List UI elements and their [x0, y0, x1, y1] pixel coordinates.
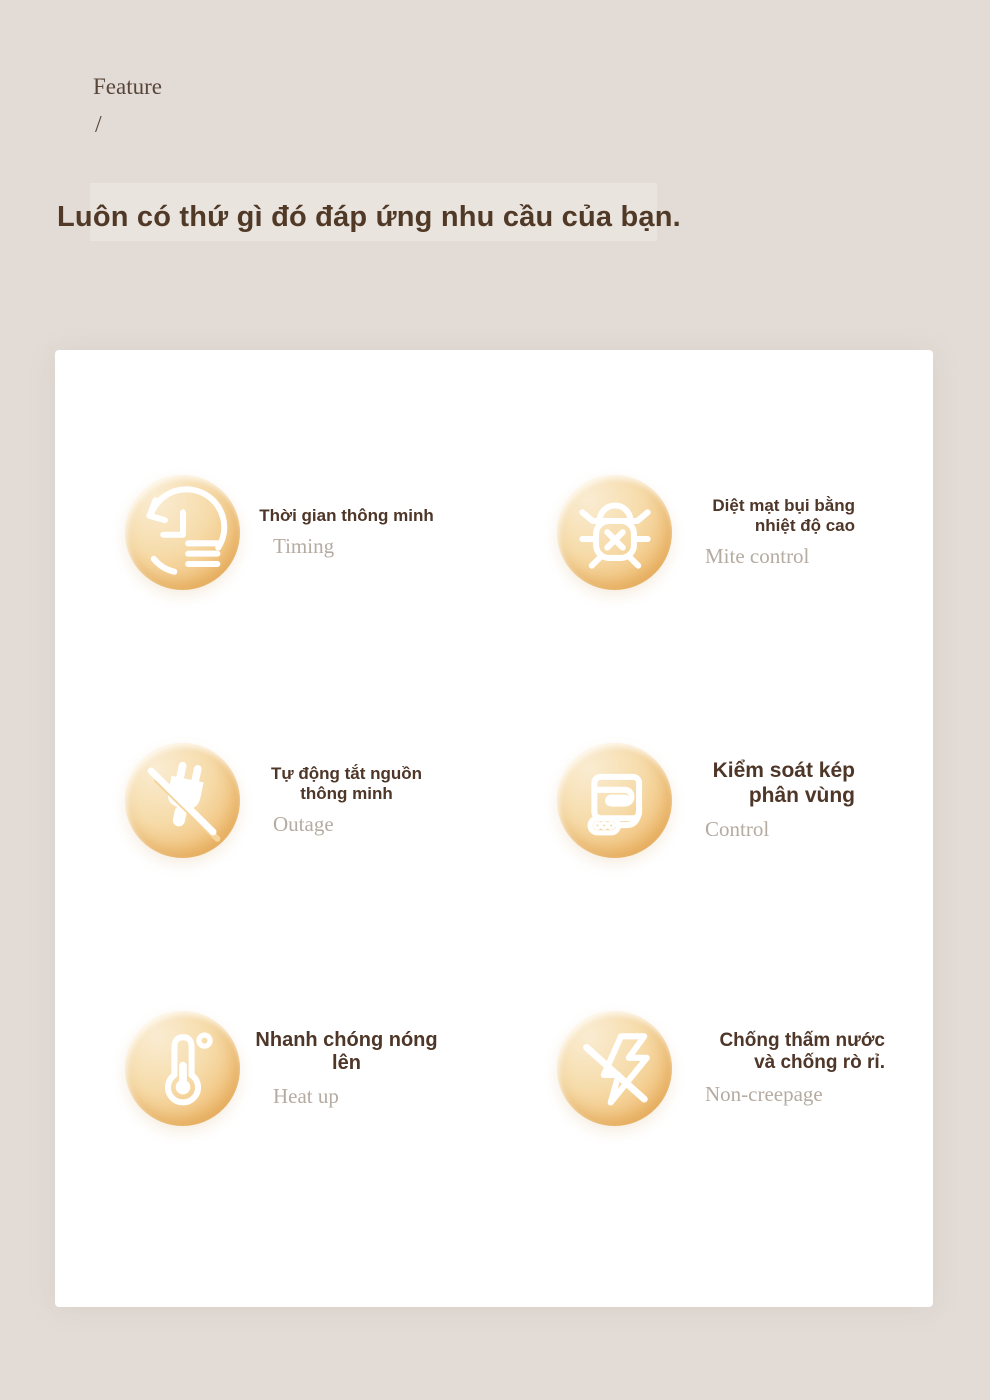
feature-subtitle: Heat up [273, 1083, 339, 1108]
feature-slash: / [95, 112, 102, 138]
feature-title: Diệt mạt bụi bằng nhiệt độ cao [712, 495, 855, 535]
page-title: Luôn có thứ gì đó đáp ứng nhu cầu của bạn. [57, 201, 681, 233]
feature-title: Chống thấm nước và chống rò rỉ. [719, 1029, 885, 1073]
mite-icon [557, 475, 672, 590]
no-leakage-icon [557, 1011, 672, 1126]
feature-label: Feature [93, 74, 162, 99]
feature-item-mite-control [557, 475, 885, 590]
feature-item-non-creepage [557, 1011, 885, 1126]
feature-item-timing [125, 475, 440, 590]
feature-subtitle: Control [705, 816, 770, 841]
feature-item-control [557, 743, 885, 858]
feature-title: Thời gian thông minh [259, 505, 434, 525]
feature-title: Kiểm soát kép phân vùng [712, 759, 855, 807]
feature-title: Nhanh chóng nóng lên [255, 1028, 438, 1074]
feature-subtitle: Mite control [705, 544, 810, 569]
feature-item-heat-up [125, 1011, 440, 1126]
feature-subtitle: Timing [273, 534, 335, 559]
no-power-icon [125, 743, 240, 858]
feature-subtitle: Outage [273, 812, 334, 837]
feature-title: Tự động tắt nguồn thông minh [270, 763, 423, 803]
features-card [55, 350, 933, 1307]
feature-item-outage [125, 743, 440, 858]
feature-subtitle: Non-creepage [705, 1082, 823, 1107]
dual-control-icon [557, 743, 672, 858]
thermometer-icon [125, 1011, 240, 1126]
timer-icon [125, 475, 240, 590]
